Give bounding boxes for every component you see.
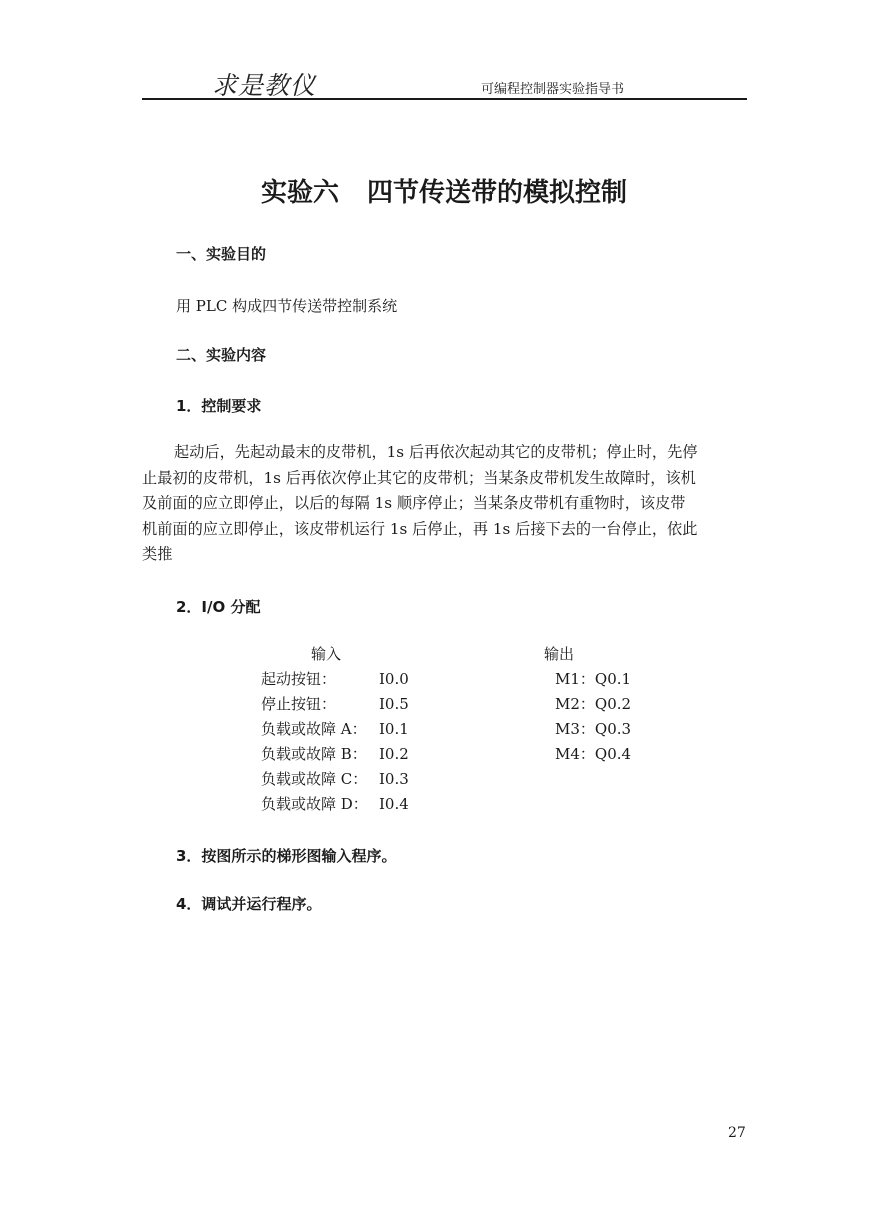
title-part-1: 实验六: [260, 178, 339, 208]
io-input-name: 负载或故障 B：: [261, 745, 367, 763]
io-output-item: M3：Q0.3: [555, 720, 632, 738]
io-input-addr: I0.2: [379, 745, 409, 763]
page-title: [0, 172, 888, 209]
section-2-heading: 二、实验内容: [176, 346, 267, 364]
header-book-title: 可编程控制器实验指导书: [481, 82, 625, 97]
io-output-header: 输出: [544, 645, 575, 663]
io-output-item: M2：Q0.2: [555, 695, 632, 713]
control-requirements-paragraph: [142, 440, 746, 568]
io-input-addr: I0.5: [379, 695, 409, 713]
page-number: 27: [728, 1125, 746, 1141]
para-line-4: 机前面的应立即停止，该皮带机运行 1s 后停止，再 1s 后接下去的一台停止，依此: [142, 519, 698, 538]
subsection-2-heading: 2．I/O 分配: [176, 598, 261, 616]
subsection-4-heading: 4．调试并运行程序。: [176, 895, 322, 913]
para-line-2: 止最初的皮带机，1s 后再依次停止其它的皮带机；当某条皮带机发生故障时，该机: [142, 468, 696, 487]
io-output-item: M1：Q0.1: [555, 670, 632, 688]
subsection-1-heading: 1．控制要求: [176, 397, 262, 415]
io-input-addr: I0.1: [379, 720, 409, 738]
header-brand: 求是教仪: [212, 71, 317, 100]
io-input-name: 负载或故障 A：: [261, 720, 367, 738]
io-input-addr: I0.3: [379, 770, 409, 788]
io-output-item: M4：Q0.4: [555, 745, 632, 763]
io-input-name: 起动按钮：: [261, 670, 337, 688]
title-part-2: 四节传送带的模拟控制: [367, 178, 628, 208]
io-input-addr: I0.4: [379, 795, 409, 813]
para-line-1: 起动后，先起动最末的皮带机，1s 后再依次起动其它的皮带机；停止时，先停: [174, 443, 698, 461]
section-1-text: 用 PLC 构成四节传送带控制系统: [176, 297, 398, 315]
io-input-addr: I0.0: [379, 670, 409, 688]
header-rule: [142, 98, 747, 100]
io-input-name: 负载或故障 D：: [261, 795, 368, 813]
io-input-name: 负载或故障 C：: [261, 770, 368, 788]
section-1-heading: 一、实验目的: [176, 245, 267, 263]
para-line-5: 类推: [142, 545, 173, 564]
io-input-header: 输入: [311, 645, 342, 663]
para-line-3: 及前面的应立即停止，以后的每隔 1s 顺序停止；当某条皮带机有重物时，该皮带: [142, 494, 686, 513]
io-input-name: 停止按钮：: [261, 695, 337, 713]
subsection-3-heading: 3．按图所示的梯形图输入程序。: [176, 847, 397, 865]
